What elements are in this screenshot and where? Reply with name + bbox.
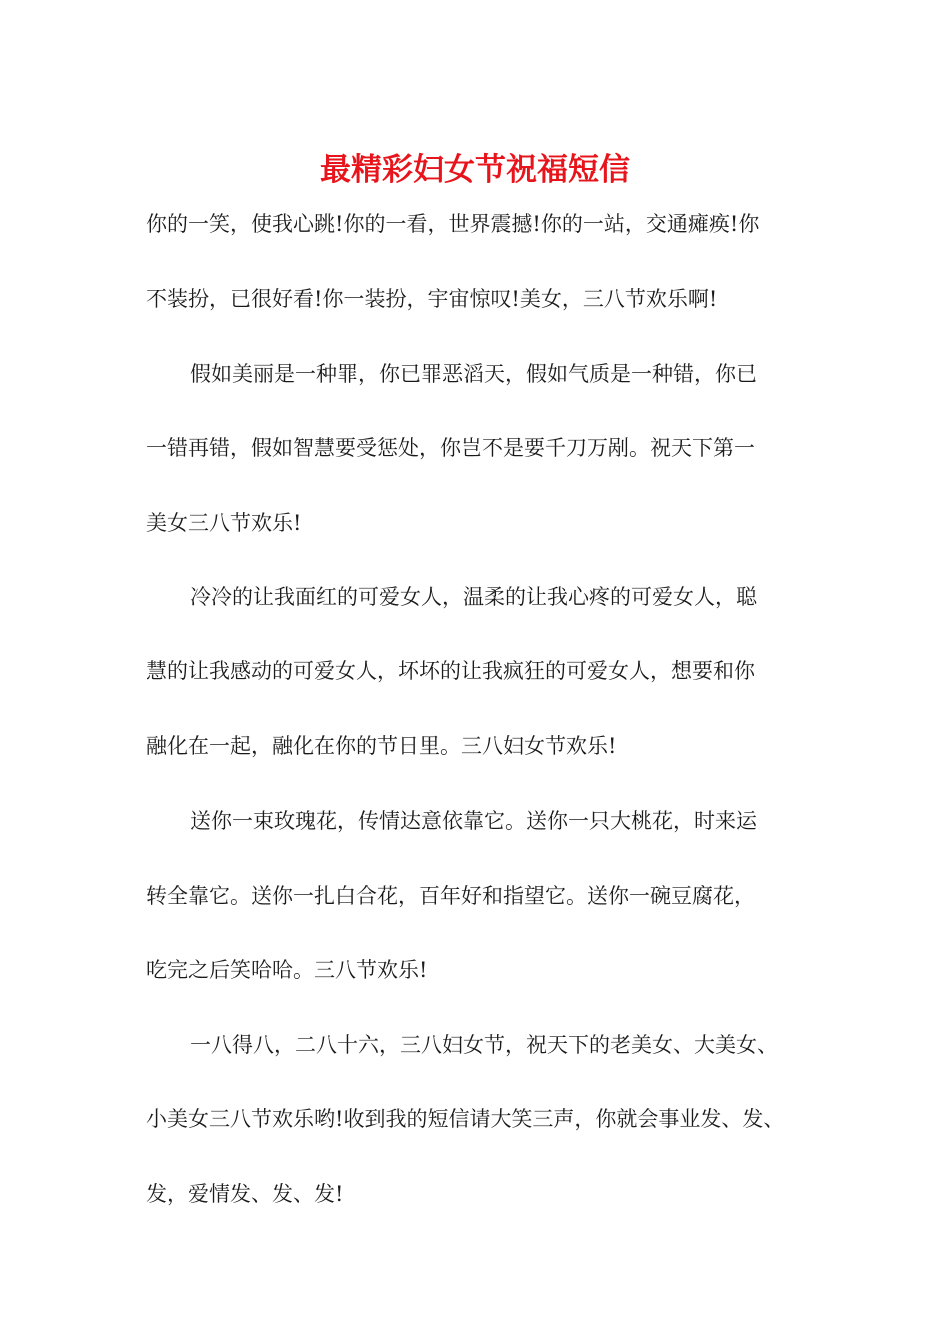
document-title: 最精彩妇女节祝福短信 xyxy=(320,152,630,188)
paragraph-5-line-3: 发，爱情发、发、发! xyxy=(146,1182,344,1206)
paragraph-3-line-3: 融化在一起，融化在你的节日里。三八妇女节欢乐! xyxy=(146,734,617,758)
paragraph-4-line-3: 吃完之后笑哈哈。三八节欢乐! xyxy=(146,958,428,982)
paragraph-4-line-2: 转全靠它。送你一扎白合花，百年好和指望它。送你一碗豆腐花， xyxy=(146,884,755,908)
paragraph-5-line-1: 一八得八，二八十六，三八妇女节，祝天下的老美女、大美女、 xyxy=(190,1033,778,1057)
paragraph-2-line-2: 一错再错，假如智慧要受惩处，你岂不是要千刀万剐。祝天下第一 xyxy=(146,436,755,460)
paragraph-3-line-2: 慧的让我感动的可爱女人，坏坏的让我疯狂的可爱女人，想要和你 xyxy=(146,659,755,683)
paragraph-3-line-1: 冷冷的让我面红的可爱女人，温柔的让我心疼的可爱女人，聪 xyxy=(190,585,757,609)
paragraph-5-line-2: 小美女三八节欢乐哟!收到我的短信请大笑三声，你就会事业发、发、 xyxy=(146,1107,785,1131)
paragraph-2-line-1: 假如美丽是一种罪，你已罪恶滔天，假如气质是一种错，你已 xyxy=(190,362,757,386)
paragraph-2-line-3: 美女三八节欢乐! xyxy=(146,511,302,535)
paragraph-1-line-1: 你的一笑，使我心跳!你的一看，世界震撼!你的一站，交通瘫痪!你 xyxy=(146,212,760,236)
paragraph-4-line-1: 送你一束玫瑰花，传情达意依靠它。送你一只大桃花，时来运 xyxy=(190,809,757,833)
paragraph-1-line-2: 不装扮，已很好看!你一装扮，宇宙惊叹!美女，三八节欢乐啊! xyxy=(146,287,718,311)
